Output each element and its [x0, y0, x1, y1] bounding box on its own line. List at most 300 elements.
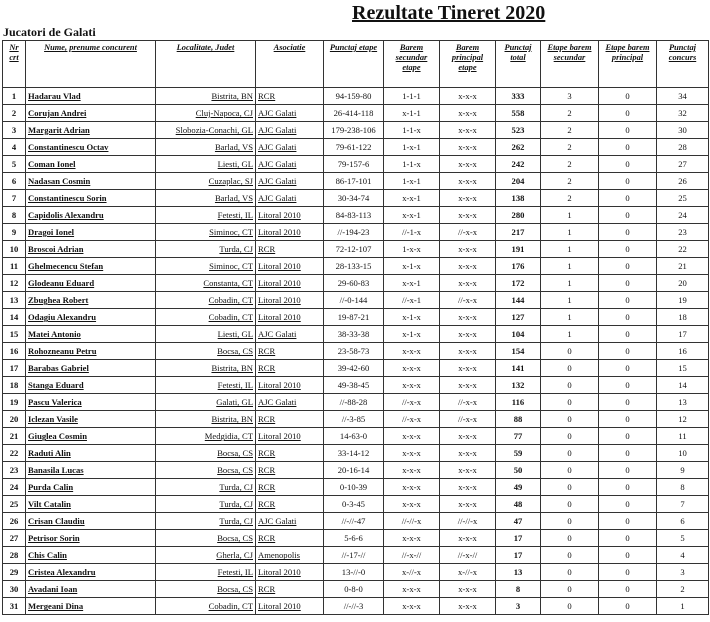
cell-secondary-threshold: //-x-x	[384, 394, 440, 411]
cell-primary-threshold: x-x-x	[440, 598, 496, 615]
cell-primary-stages: 0	[599, 496, 657, 513]
cell-contest-points: 9	[657, 462, 709, 479]
cell-locality: Liesti, GL	[156, 156, 256, 173]
cell-primary-stages: 0	[599, 105, 657, 122]
cell-locality: Bocsa, CS	[156, 530, 256, 547]
cell-stage-points: //-//-3	[324, 598, 384, 615]
cell-name: Margarit Adrian	[26, 122, 156, 139]
cell-stage-points: //-//-47	[324, 513, 384, 530]
header-secondary-stages: Etape barem secundar	[541, 41, 599, 88]
cell-stage-points: 13-//-0	[324, 564, 384, 581]
cell-nr: 12	[3, 275, 26, 292]
cell-locality: Medgidia, CT	[156, 428, 256, 445]
cell-contest-points: 6	[657, 513, 709, 530]
cell-contest-points: 28	[657, 139, 709, 156]
cell-contest-points: 4	[657, 547, 709, 564]
cell-contest-points: 3	[657, 564, 709, 581]
cell-primary-threshold: //-x-//	[440, 547, 496, 564]
cell-secondary-stages: 0	[541, 343, 599, 360]
cell-locality: Turda, CJ	[156, 513, 256, 530]
cell-contest-points: 7	[657, 496, 709, 513]
cell-association: Litoral 2010	[256, 224, 324, 241]
table-row	[3, 564, 709, 581]
cell-total-points: 13	[496, 564, 541, 581]
cell-secondary-threshold: x-x-x	[384, 360, 440, 377]
cell-secondary-threshold: //-//-x	[384, 513, 440, 530]
cell-total-points: 217	[496, 224, 541, 241]
cell-name: Giuglea Cosmin	[26, 428, 156, 445]
cell-total-points: 132	[496, 377, 541, 394]
cell-total-points: 280	[496, 207, 541, 224]
cell-secondary-stages: 0	[541, 479, 599, 496]
cell-secondary-stages: 0	[541, 564, 599, 581]
cell-secondary-stages: 1	[541, 241, 599, 258]
cell-nr: 2	[3, 105, 26, 122]
cell-secondary-threshold: x-x-x	[384, 377, 440, 394]
cell-secondary-threshold: 1-1-1	[384, 88, 440, 105]
cell-locality: Fetesti, IL	[156, 377, 256, 394]
cell-nr: 30	[3, 581, 26, 598]
cell-primary-threshold: x-x-x	[440, 275, 496, 292]
cell-name: Iclezan Vasile	[26, 411, 156, 428]
cell-stage-points: 79-61-122	[324, 139, 384, 156]
cell-secondary-stages: 0	[541, 547, 599, 564]
cell-name: Dragoi Ionel	[26, 224, 156, 241]
cell-locality: Barlad, VS	[156, 190, 256, 207]
cell-stage-points: 94-159-80	[324, 88, 384, 105]
cell-secondary-threshold: //-x-x	[384, 411, 440, 428]
cell-contest-points: 13	[657, 394, 709, 411]
cell-primary-stages: 0	[599, 343, 657, 360]
cell-locality: Bistrita, BN	[156, 360, 256, 377]
cell-secondary-threshold: 1-1-x	[384, 122, 440, 139]
cell-primary-stages: 0	[599, 462, 657, 479]
page-subtitle: Jucatori de Galati	[3, 25, 96, 39]
cell-primary-threshold: x-x-x	[440, 105, 496, 122]
cell-primary-threshold: x-x-x	[440, 241, 496, 258]
cell-contest-points: 32	[657, 105, 709, 122]
cell-locality: Bocsa, CS	[156, 343, 256, 360]
table-row	[3, 122, 709, 139]
cell-contest-points: 2	[657, 581, 709, 598]
cell-secondary-threshold: x-//-x	[384, 564, 440, 581]
cell-secondary-stages: 0	[541, 428, 599, 445]
cell-stage-points: 14-63-0	[324, 428, 384, 445]
cell-primary-threshold: x-x-x	[440, 326, 496, 343]
cell-name: Capidolis Alexandru	[26, 207, 156, 224]
cell-secondary-threshold: x-x-x	[384, 598, 440, 615]
cell-secondary-stages: 3	[541, 88, 599, 105]
table-row	[3, 530, 709, 547]
cell-nr: 25	[3, 496, 26, 513]
cell-primary-threshold: x-x-x	[440, 190, 496, 207]
cell-secondary-threshold: 1-x-x	[384, 241, 440, 258]
cell-secondary-threshold: 1-x-1	[384, 173, 440, 190]
cell-contest-points: 11	[657, 428, 709, 445]
cell-nr: 10	[3, 241, 26, 258]
cell-total-points: 47	[496, 513, 541, 530]
cell-contest-points: 17	[657, 326, 709, 343]
cell-locality: Cobadin, CT	[156, 309, 256, 326]
cell-contest-points: 25	[657, 190, 709, 207]
cell-locality: Gherla, CJ	[156, 547, 256, 564]
cell-association: RCR	[256, 496, 324, 513]
cell-association: AJC Galati	[256, 105, 324, 122]
cell-primary-stages: 0	[599, 241, 657, 258]
cell-primary-stages: 0	[599, 156, 657, 173]
cell-nr: 9	[3, 224, 26, 241]
cell-nr: 7	[3, 190, 26, 207]
cell-secondary-threshold: x-x-x	[384, 496, 440, 513]
cell-secondary-stages: 0	[541, 360, 599, 377]
cell-primary-threshold: x-x-x	[440, 530, 496, 547]
cell-locality: Bocsa, CS	[156, 445, 256, 462]
cell-primary-threshold: x-x-x	[440, 122, 496, 139]
cell-name: Ghelmecencu Stefan	[26, 258, 156, 275]
cell-nr: 23	[3, 462, 26, 479]
cell-secondary-threshold: x-x-x	[384, 445, 440, 462]
cell-nr: 16	[3, 343, 26, 360]
cell-contest-points: 14	[657, 377, 709, 394]
table-row	[3, 496, 709, 513]
cell-total-points: 17	[496, 547, 541, 564]
cell-contest-points: 18	[657, 309, 709, 326]
cell-nr: 1	[3, 88, 26, 105]
cell-contest-points: 16	[657, 343, 709, 360]
cell-primary-stages: 0	[599, 190, 657, 207]
cell-association: RCR	[256, 530, 324, 547]
cell-association: Litoral 2010	[256, 275, 324, 292]
cell-primary-stages: 0	[599, 275, 657, 292]
cell-primary-stages: 0	[599, 530, 657, 547]
cell-total-points: 3	[496, 598, 541, 615]
cell-name: Stanga Eduard	[26, 377, 156, 394]
cell-primary-threshold: //-x-x	[440, 292, 496, 309]
cell-total-points: 144	[496, 292, 541, 309]
cell-primary-stages: 0	[599, 598, 657, 615]
cell-name: Cristea Alexandru	[26, 564, 156, 581]
cell-nr: 17	[3, 360, 26, 377]
cell-contest-points: 23	[657, 224, 709, 241]
cell-secondary-stages: 0	[541, 513, 599, 530]
header-secondary-threshold: Barem secundar etape	[384, 41, 440, 88]
cell-stage-points: 79-157-6	[324, 156, 384, 173]
cell-primary-threshold: x-x-x	[440, 428, 496, 445]
cell-name: Constantinescu Octav	[26, 139, 156, 156]
cell-primary-stages: 0	[599, 122, 657, 139]
cell-locality: Bistrita, BN	[156, 411, 256, 428]
cell-nr: 11	[3, 258, 26, 275]
cell-locality: Barlad, VS	[156, 139, 256, 156]
cell-contest-points: 26	[657, 173, 709, 190]
cell-nr: 26	[3, 513, 26, 530]
cell-association: RCR	[256, 343, 324, 360]
cell-primary-threshold: x-x-x	[440, 581, 496, 598]
cell-association: RCR	[256, 411, 324, 428]
cell-stage-points: 0-3-45	[324, 496, 384, 513]
cell-nr: 14	[3, 309, 26, 326]
cell-name: Petrisor Sorin	[26, 530, 156, 547]
table-row	[3, 411, 709, 428]
cell-association: Amenopolis	[256, 547, 324, 564]
cell-contest-points: 1	[657, 598, 709, 615]
cell-locality: Fetesti, IL	[156, 564, 256, 581]
cell-total-points: 176	[496, 258, 541, 275]
header-stage-points: Punctaj etape	[324, 41, 384, 88]
cell-association: RCR	[256, 462, 324, 479]
cell-locality: Constanta, CT	[156, 275, 256, 292]
cell-nr: 4	[3, 139, 26, 156]
cell-primary-threshold: //-//-x	[440, 513, 496, 530]
cell-nr: 15	[3, 326, 26, 343]
cell-stage-points: //-0-144	[324, 292, 384, 309]
cell-secondary-threshold: x-x-x	[384, 462, 440, 479]
cell-total-points: 104	[496, 326, 541, 343]
cell-association: Litoral 2010	[256, 564, 324, 581]
cell-primary-threshold: x-x-x	[440, 309, 496, 326]
results-table	[2, 40, 709, 615]
cell-association: RCR	[256, 360, 324, 377]
cell-primary-threshold: x-x-x	[440, 377, 496, 394]
cell-locality: Siminoc, CT	[156, 224, 256, 241]
cell-secondary-stages: 0	[541, 598, 599, 615]
cell-total-points: 204	[496, 173, 541, 190]
cell-association: RCR	[256, 445, 324, 462]
cell-primary-threshold: x-x-x	[440, 445, 496, 462]
cell-total-points: 141	[496, 360, 541, 377]
table-row	[3, 462, 709, 479]
cell-locality: Galati, GL	[156, 394, 256, 411]
header-total-points: Punctaj total	[496, 41, 541, 88]
cell-contest-points: 5	[657, 530, 709, 547]
table-row	[3, 292, 709, 309]
cell-secondary-stages: 2	[541, 156, 599, 173]
table-row	[3, 105, 709, 122]
cell-total-points: 262	[496, 139, 541, 156]
table-row	[3, 513, 709, 530]
cell-primary-threshold: //-x-x	[440, 411, 496, 428]
cell-association: RCR	[256, 241, 324, 258]
cell-nr: 5	[3, 156, 26, 173]
cell-primary-threshold: x-x-x	[440, 88, 496, 105]
cell-primary-stages: 0	[599, 394, 657, 411]
cell-locality: Bistrita, BN	[156, 88, 256, 105]
cell-name: Crisan Claudiu	[26, 513, 156, 530]
cell-secondary-threshold: //-x-1	[384, 292, 440, 309]
cell-locality: Fetesti, IL	[156, 207, 256, 224]
cell-name: Zbughea Robert	[26, 292, 156, 309]
cell-nr: 31	[3, 598, 26, 615]
cell-secondary-stages: 0	[541, 411, 599, 428]
table-row	[3, 275, 709, 292]
cell-primary-threshold: x-x-x	[440, 207, 496, 224]
table-row	[3, 309, 709, 326]
cell-total-points: 558	[496, 105, 541, 122]
table-row	[3, 224, 709, 241]
cell-stage-points: 179-238-106	[324, 122, 384, 139]
cell-stage-points: 72-12-107	[324, 241, 384, 258]
cell-total-points: 138	[496, 190, 541, 207]
cell-secondary-threshold: x-1-x	[384, 258, 440, 275]
cell-locality: Turda, CJ	[156, 496, 256, 513]
table-row	[3, 598, 709, 615]
cell-secondary-stages: 0	[541, 377, 599, 394]
cell-locality: Cluj-Napoca, CJ	[156, 105, 256, 122]
table-row	[3, 156, 709, 173]
table-row	[3, 258, 709, 275]
table-row	[3, 88, 709, 105]
cell-name: Barabas Gabriel	[26, 360, 156, 377]
cell-primary-stages: 0	[599, 360, 657, 377]
cell-primary-stages: 0	[599, 513, 657, 530]
cell-primary-threshold: x-x-x	[440, 156, 496, 173]
cell-secondary-threshold: x-1-x	[384, 309, 440, 326]
cell-secondary-threshold: //-x-//	[384, 547, 440, 564]
cell-secondary-stages: 1	[541, 207, 599, 224]
cell-secondary-threshold: x-x-1	[384, 207, 440, 224]
cell-locality: Bocsa, CS	[156, 581, 256, 598]
header-primary-stages: Etape barem principal	[599, 41, 657, 88]
cell-secondary-stages: 0	[541, 462, 599, 479]
cell-total-points: 154	[496, 343, 541, 360]
cell-association: AJC Galati	[256, 190, 324, 207]
cell-secondary-stages: 2	[541, 105, 599, 122]
cell-secondary-stages: 2	[541, 190, 599, 207]
cell-total-points: 49	[496, 479, 541, 496]
cell-locality: Turda, CJ	[156, 241, 256, 258]
cell-name: Odagiu Alexandru	[26, 309, 156, 326]
cell-locality: Siminoc, CT	[156, 258, 256, 275]
cell-stage-points: //-194-23	[324, 224, 384, 241]
cell-contest-points: 27	[657, 156, 709, 173]
cell-primary-threshold: //-x-x	[440, 394, 496, 411]
cell-name: Mergeani Dina	[26, 598, 156, 615]
cell-name: Pascu Valerica	[26, 394, 156, 411]
cell-locality: Bocsa, CS	[156, 462, 256, 479]
cell-secondary-stages: 0	[541, 394, 599, 411]
cell-total-points: 77	[496, 428, 541, 445]
cell-locality: Liesti, GL	[156, 326, 256, 343]
cell-locality: Cuzaplac, SJ	[156, 173, 256, 190]
cell-primary-stages: 0	[599, 581, 657, 598]
table-row	[3, 394, 709, 411]
cell-locality: Turda, CJ	[156, 479, 256, 496]
cell-stage-points: 49-38-45	[324, 377, 384, 394]
cell-nr: 18	[3, 377, 26, 394]
cell-stage-points: 39-42-60	[324, 360, 384, 377]
cell-association: AJC Galati	[256, 139, 324, 156]
cell-stage-points: //-17-//	[324, 547, 384, 564]
cell-name: Broscoi Adrian	[26, 241, 156, 258]
cell-stage-points: 0-8-0	[324, 581, 384, 598]
cell-locality: Cobadin, CT	[156, 292, 256, 309]
cell-primary-stages: 0	[599, 377, 657, 394]
cell-stage-points: 0-10-39	[324, 479, 384, 496]
cell-secondary-stages: 1	[541, 275, 599, 292]
cell-name: Raduti Alin	[26, 445, 156, 462]
cell-total-points: 172	[496, 275, 541, 292]
cell-secondary-stages: 0	[541, 530, 599, 547]
cell-association: Litoral 2010	[256, 207, 324, 224]
table-row	[3, 428, 709, 445]
cell-nr: 29	[3, 564, 26, 581]
cell-stage-points: 26-414-118	[324, 105, 384, 122]
cell-primary-stages: 0	[599, 258, 657, 275]
cell-primary-stages: 0	[599, 445, 657, 462]
cell-secondary-threshold: x-x-x	[384, 530, 440, 547]
cell-total-points: 8	[496, 581, 541, 598]
cell-contest-points: 24	[657, 207, 709, 224]
cell-secondary-threshold: x-1-1	[384, 105, 440, 122]
table-row	[3, 326, 709, 343]
cell-secondary-stages: 1	[541, 309, 599, 326]
cell-name: Glodeanu Eduard	[26, 275, 156, 292]
cell-primary-stages: 0	[599, 139, 657, 156]
cell-association: Litoral 2010	[256, 377, 324, 394]
table-row	[3, 445, 709, 462]
header-association: Asociatie	[256, 41, 324, 88]
cell-contest-points: 20	[657, 275, 709, 292]
table-row	[3, 377, 709, 394]
cell-association: Litoral 2010	[256, 309, 324, 326]
cell-primary-stages: 0	[599, 428, 657, 445]
table-header-row	[3, 41, 709, 88]
cell-contest-points: 30	[657, 122, 709, 139]
cell-secondary-stages: 0	[541, 581, 599, 598]
header-primary-threshold: Barem principal etape	[440, 41, 496, 88]
cell-association: RCR	[256, 479, 324, 496]
cell-locality: Slobozia-Conachi, GL	[156, 122, 256, 139]
cell-primary-threshold: x-x-x	[440, 258, 496, 275]
cell-total-points: 17	[496, 530, 541, 547]
cell-secondary-threshold: 1-x-1	[384, 139, 440, 156]
cell-name: Corujan Andrei	[26, 105, 156, 122]
cell-secondary-threshold: x-1-x	[384, 326, 440, 343]
cell-contest-points: 34	[657, 88, 709, 105]
cell-total-points: 48	[496, 496, 541, 513]
cell-nr: 28	[3, 547, 26, 564]
cell-stage-points: 38-33-38	[324, 326, 384, 343]
cell-primary-stages: 0	[599, 173, 657, 190]
cell-stage-points: //-3-85	[324, 411, 384, 428]
header-nr: Nr crt	[3, 41, 26, 88]
header-contest-points: Punctaj concurs	[657, 41, 709, 88]
table-row	[3, 360, 709, 377]
cell-secondary-threshold: x-x-1	[384, 190, 440, 207]
cell-name: Matei Antonio	[26, 326, 156, 343]
cell-primary-threshold: x-x-x	[440, 462, 496, 479]
page-title: Rezultate Tineret 2020	[352, 2, 546, 24]
cell-total-points: 523	[496, 122, 541, 139]
cell-primary-threshold: x-//-x	[440, 564, 496, 581]
cell-total-points: 333	[496, 88, 541, 105]
cell-stage-points: 84-83-113	[324, 207, 384, 224]
cell-secondary-stages: 2	[541, 122, 599, 139]
cell-nr: 19	[3, 394, 26, 411]
cell-secondary-stages: 1	[541, 292, 599, 309]
cell-contest-points: 8	[657, 479, 709, 496]
cell-nr: 21	[3, 428, 26, 445]
cell-secondary-threshold: 1-1-x	[384, 156, 440, 173]
cell-stage-points: 28-133-15	[324, 258, 384, 275]
cell-total-points: 127	[496, 309, 541, 326]
cell-total-points: 59	[496, 445, 541, 462]
cell-primary-threshold: x-x-x	[440, 479, 496, 496]
table-row	[3, 190, 709, 207]
cell-stage-points: //-88-28	[324, 394, 384, 411]
cell-secondary-stages: 0	[541, 496, 599, 513]
cell-name: Rohozneanu Petru	[26, 343, 156, 360]
